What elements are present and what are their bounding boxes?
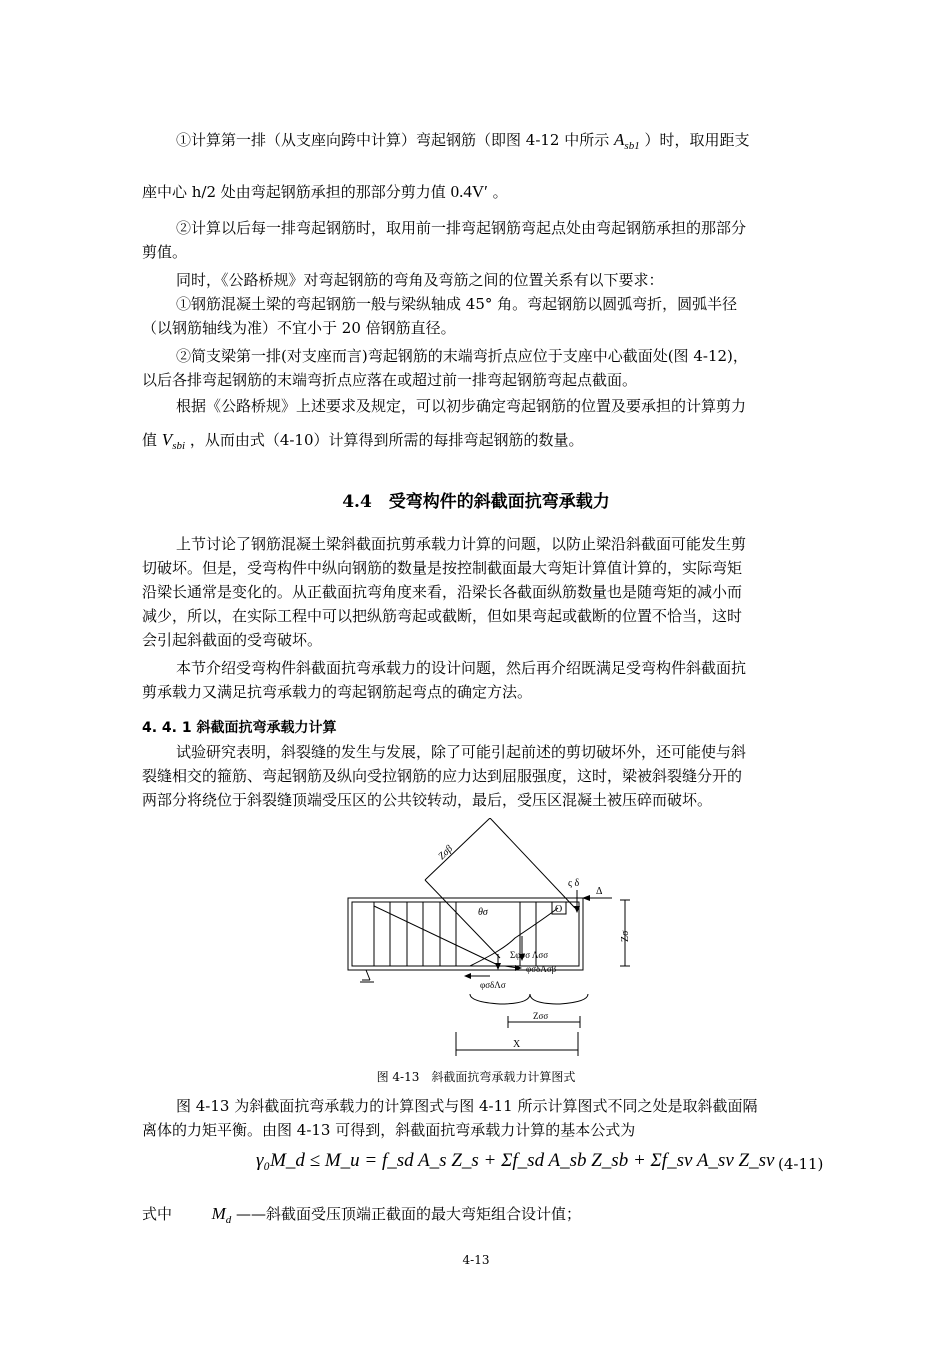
text-run: 式中	[142, 1205, 173, 1223]
paragraph-line: 剪承载力又满足抗弯承载力的弯起钢筋起弯点的确定方法。	[142, 683, 533, 701]
label-delta: Δ	[596, 886, 603, 897]
paragraph-line: 根据《公路桥规》上述要求及规定，可以初步确定弯起钢筋的位置及要承担的计算剪力	[176, 397, 747, 415]
text-run: ——斜截面受压顶端正截面的最大弯矩组合设计值；	[236, 1205, 582, 1223]
paragraph-line	[142, 428, 584, 458]
paragraph-line	[176, 128, 750, 158]
text-run: 。	[492, 183, 508, 201]
paragraph-line: 离体的力矩平衡。由图 4-13 可得到，斜截面抗弯承载力计算的基本公式为	[142, 1121, 636, 1139]
equation-number: (4-11)	[778, 1155, 824, 1173]
formula: γ₀M_d ≤ M_u = f_sd A_s Z_s + Σf_sd A_sb Z_sb + Σf_sv A_sv Z_sv	[256, 1150, 775, 1171]
text-run: ）时，取用距支	[644, 131, 750, 149]
label-o: O	[555, 904, 563, 915]
label-phi-beta: φσδΛσβ	[526, 964, 557, 974]
math-symbol: $A_{sb1}$	[614, 130, 640, 152]
lever-arm-line	[425, 818, 490, 880]
paragraph-line: ②计算以后每一排弯起钢筋时，取用前一排弯起钢筋弯起点处由弯起钢筋承担的那部分	[176, 219, 747, 237]
paragraph-line: 会引起斜截面的受弯破坏。	[142, 631, 323, 649]
math-symbol: $V_{sbi}$	[161, 430, 186, 452]
paragraph-line: 同时，《公路桥规》对弯起钢筋的弯角及弯筋之间的位置关系有以下要求：	[176, 271, 664, 289]
label-x: X	[513, 1039, 521, 1050]
definition-line	[142, 1202, 581, 1232]
beam-diagram	[330, 818, 650, 1063]
arrowhead	[464, 973, 471, 979]
label-zeta-delta: ς δ	[568, 878, 580, 889]
paragraph-line: 沿梁长通常是变化的。从正截面抗弯角度来看，沿梁长各截面纵筋数量也是随弯矩的减小而	[142, 583, 743, 601]
brace	[470, 994, 588, 1004]
paragraph-line: 图 4-13 为斜截面抗弯承载力的计算图式与图 4-11 所示计算图式不同之处是取斜截面隔	[176, 1097, 758, 1115]
text-run: 值	[142, 431, 158, 449]
label-z-sv: Zσσ	[533, 1011, 549, 1021]
paragraph-line: 减少，所以，在实际工程中可以把纵筋弯起或截断，但如果弯起或截断的位置不恰当，这时	[142, 607, 743, 625]
label-phi-s: φσδΛσ	[480, 980, 506, 990]
label-theta: θσ	[478, 907, 488, 918]
section-heading: 4.4 受弯构件的斜截面抗弯承载力	[342, 492, 610, 512]
support	[366, 970, 370, 980]
lever-arm-line	[425, 880, 500, 958]
page-number: 4-13	[462, 1253, 490, 1267]
paragraph-line: 上节讨论了钢筋混凝土梁斜截面抗剪承载力计算的问题，以防止梁沿斜截面可能发生剪	[176, 535, 747, 553]
lever-arm-line	[490, 818, 575, 908]
paragraph-line: 剪值。	[142, 243, 188, 261]
text-run: ①计算第一排（从支座向跨中计算）弯起钢筋（即图 4-12 中所示	[176, 131, 610, 149]
paragraph-line: ①钢筋混凝土梁的弯起钢筋一般与梁纵轴成 45° 角。弯起钢筋以圆弧弯折，圆弧半径	[176, 295, 738, 313]
paragraph-line: 试验研究表明，斜裂缝的发生与发展，除了可能引起前述的剪切破坏外，还可能使与斜	[176, 743, 747, 761]
text-run: 座中心 h/2 处由弯起钢筋承担的那部分剪力值	[142, 183, 446, 201]
paragraph-line: 切破坏。但是，受弯构件中纵向钢筋的数量是按控制截面最大弯矩计算值计算的，实际弯矩	[142, 559, 743, 577]
paragraph-line: 本节介绍受弯构件斜截面抗弯承载力的设计问题，然后再介绍既满足受弯构件斜截面抗	[176, 659, 747, 677]
text-run: ，从而由式（4-10）计算得到所需的每排弯起钢筋的数量。	[189, 431, 584, 449]
math-value: 0.4V′	[450, 182, 488, 201]
label-z-beta: Zσβ	[436, 843, 456, 863]
paragraph-line: 以后各排弯起钢筋的末端弯折点应落在或超过前一排弯起钢筋弯起点截面。	[142, 371, 638, 389]
label-z-s: Zσ	[620, 930, 631, 942]
paragraph-line: ②简支梁第一排(对支座而言)弯起钢筋的末端弯折点应位于支座中心截面处(图 4-12)，	[176, 347, 748, 365]
subsection-heading: 4. 4. 1 斜截面抗弯承载力计算	[142, 720, 337, 736]
math-symbol: $M_d$	[211, 1204, 232, 1226]
paragraph-line	[142, 180, 508, 204]
paragraph-line: 裂缝相交的箍筋、弯起钢筋及纵向受拉钢筋的应力达到屈服强度，这时，梁被斜裂缝分开的	[142, 767, 743, 785]
figure-caption: 图 4-13 斜截面抗弯承载力计算图式	[376, 1070, 576, 1084]
label-sum-phi: Σφσσ Λσσ	[510, 950, 549, 960]
paragraph-line: （以钢筋轴线为准）不宜小于 20 倍钢筋直径。	[142, 319, 456, 337]
paragraph-line: 两部分将绕位于斜裂缝顶端受压区的公共铰转动，最后，受压区混凝土被压碎而破坏。	[142, 791, 713, 809]
